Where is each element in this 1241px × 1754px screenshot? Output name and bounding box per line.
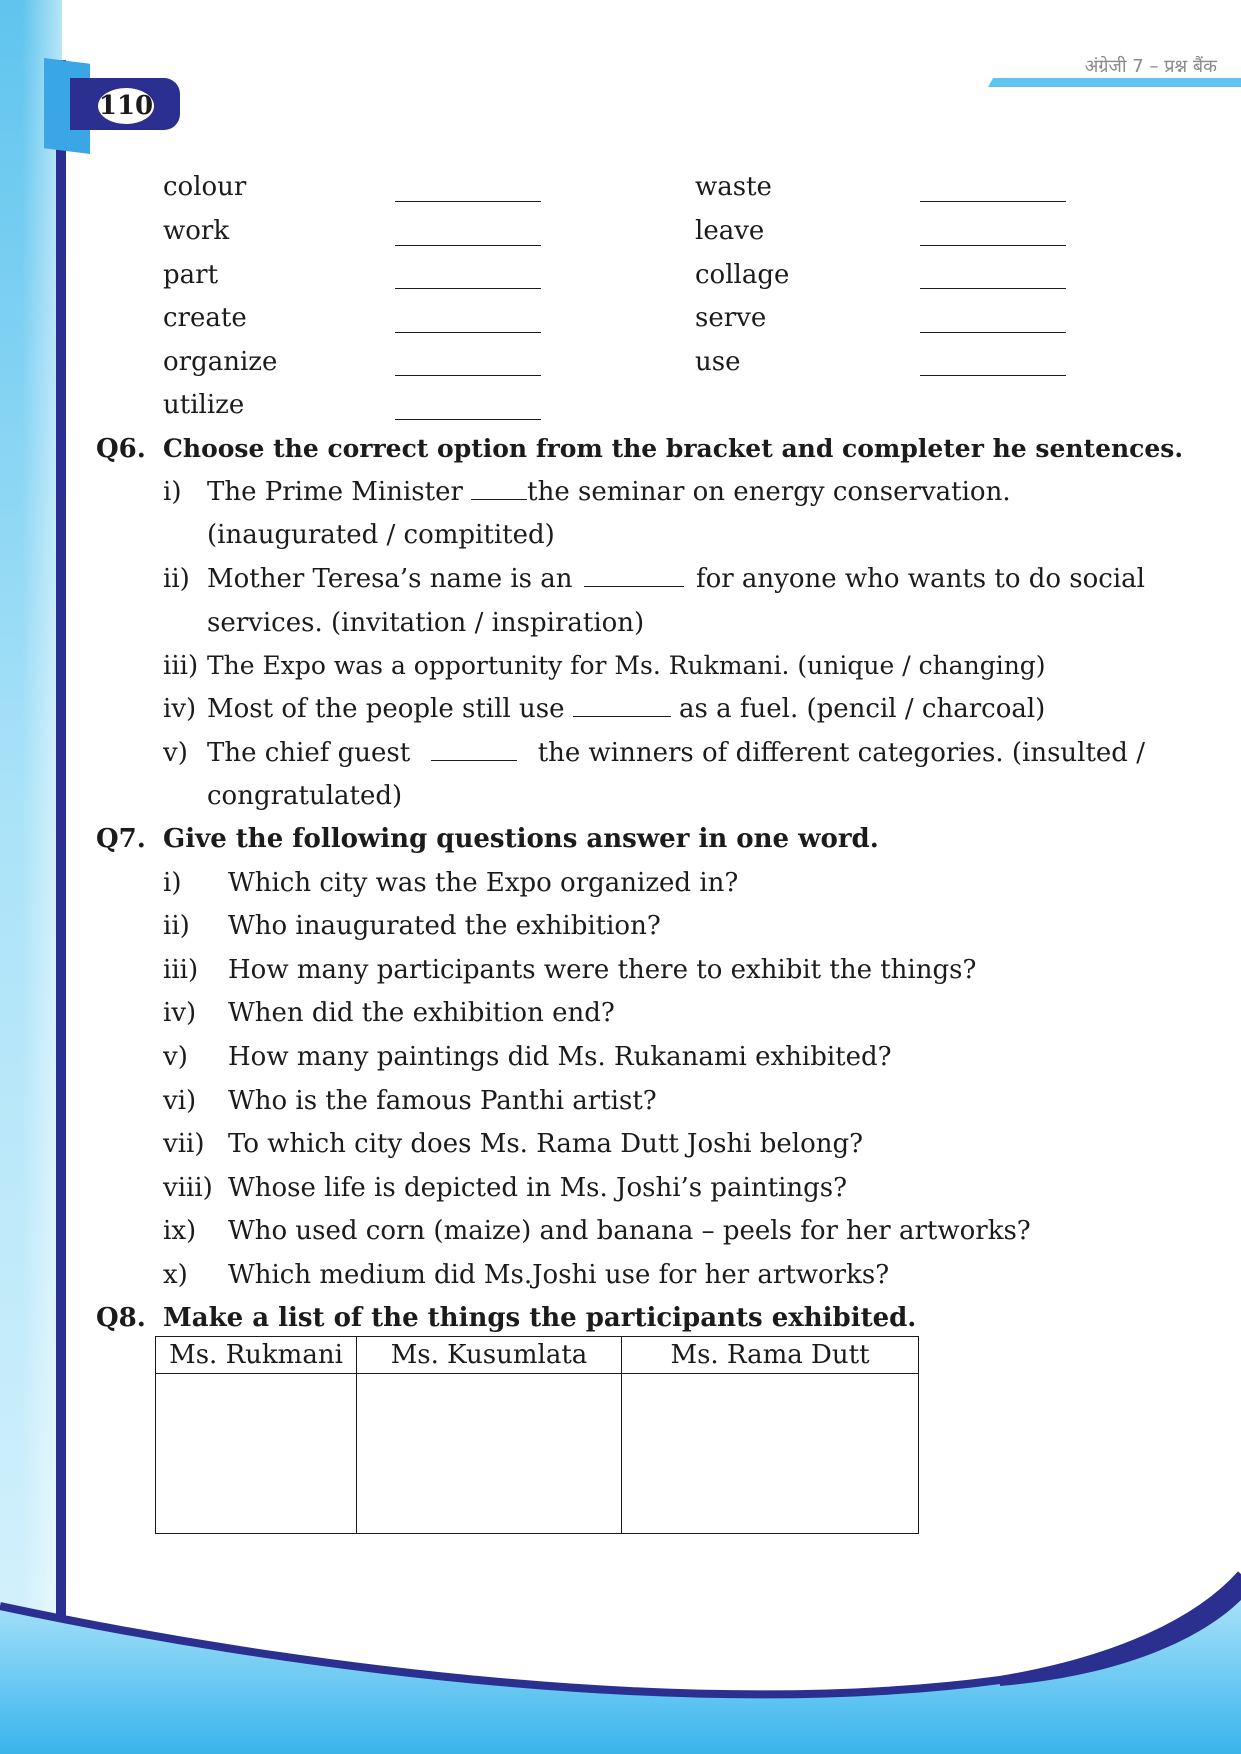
answer-cell[interactable] (622, 1374, 919, 1534)
q6-item-text: the winners of different categories. (insulted / (537, 738, 1145, 768)
q6-item-options: services. (invitation / inspiration) (207, 608, 645, 638)
q6-item-number: v) (163, 738, 188, 768)
q7-number: Q7. (96, 824, 146, 854)
answer-blank[interactable] (920, 245, 1066, 246)
q7-question: How many participants were there to exhibit the things? (228, 955, 977, 985)
table-row (156, 1374, 919, 1534)
q7-question: When did the exhibition end? (228, 998, 615, 1028)
fill-blank[interactable] (584, 564, 684, 587)
q7-question: To which city does Ms. Rama Dutt Joshi belong? (228, 1129, 864, 1159)
word-utilize: utilize (163, 390, 245, 420)
answer-blank[interactable] (920, 201, 1066, 202)
q7-question: Who used corn (maize) and banana – peels for her artworks? (228, 1216, 1031, 1246)
q6-prompt: Choose the correct option from the bracket and completer he sentences. (163, 434, 1184, 463)
q6-item-number: iii) (163, 651, 199, 681)
q6-item-2 (207, 564, 1145, 594)
q6-item-text: for anyone who wants to do social (695, 564, 1145, 594)
q6-item-4 (207, 694, 1045, 724)
q6-item-text: The Prime Minister (207, 477, 463, 507)
q6-item-options: (inaugurated / compitited) (207, 520, 555, 550)
word-use: use (695, 347, 741, 377)
q7-item-number: x) (163, 1260, 188, 1290)
q7-item-number: ix) (163, 1216, 197, 1246)
page-number: 110 (98, 88, 154, 124)
header-rule (988, 78, 1241, 87)
answer-blank[interactable] (395, 245, 541, 246)
header-title: अंग्रेजी 7 – प्रश्न बैंक (1084, 56, 1217, 77)
word-waste: waste (695, 172, 772, 202)
q8-number: Q8. (96, 1303, 146, 1333)
column-header: Ms. Rukmani (156, 1337, 357, 1374)
q6-item-text: the seminar on energy conservation. (527, 477, 1011, 507)
q7-prompt: Give the following questions answer in one word. (163, 824, 879, 854)
q6-item-3: The Expo was a opportunity for Ms. Rukmani. (unique / changing) (207, 651, 1046, 680)
q7-item-number: vii) (163, 1129, 205, 1159)
q7-question: Which medium did Ms.Joshi use for her artworks? (228, 1260, 890, 1290)
bottom-wave (0, 1560, 1241, 1754)
q7-question: How many paintings did Ms. Rukanami exhibited? (228, 1042, 892, 1072)
q7-question: Which city was the Expo organized in? (228, 868, 739, 898)
word-create: create (163, 303, 247, 333)
q6-item-text: Most of the people still use (207, 694, 565, 724)
q7-question: Who inaugurated the exhibition? (228, 911, 661, 941)
q6-item-1 (207, 477, 1011, 507)
answer-cell[interactable] (156, 1374, 357, 1534)
q6-item-number: iv) (163, 694, 197, 724)
q7-question: Whose life is depicted in Ms. Joshi’s paintings? (228, 1173, 848, 1203)
q6-item-text: as a fuel. (pencil / charcoal) (679, 694, 1046, 724)
answer-blank[interactable] (395, 419, 541, 420)
participants-table (155, 1336, 919, 1534)
q7-question: Who is the famous Panthi artist? (228, 1086, 657, 1116)
q6-number: Q6. (96, 434, 146, 464)
word-work: work (163, 216, 230, 246)
fill-blank[interactable] (573, 694, 671, 717)
answer-cell[interactable] (357, 1374, 622, 1534)
word-part: part (163, 260, 219, 290)
answer-blank[interactable] (395, 375, 541, 376)
fill-blank[interactable] (471, 477, 527, 500)
word-serve: serve (695, 303, 767, 333)
q7-item-number: i) (163, 868, 182, 898)
fill-blank[interactable] (431, 738, 517, 761)
q6-item-options: congratulated) (207, 781, 403, 811)
table-header-row (156, 1337, 919, 1374)
q7-item-number: viii) (163, 1173, 213, 1203)
answer-blank[interactable] (395, 332, 541, 333)
word-colour: colour (163, 172, 247, 202)
column-header: Ms. Rama Dutt (622, 1337, 919, 1374)
q6-item-number: i) (163, 477, 182, 507)
q6-item-text: Mother Teresa’s name is an (207, 564, 573, 594)
answer-blank[interactable] (920, 332, 1066, 333)
q7-item-number: v) (163, 1042, 188, 1072)
q7-item-number: vi) (163, 1086, 197, 1116)
q8-prompt: Make a list of the things the participants exhibited. (163, 1303, 917, 1333)
flag-pole (56, 60, 66, 1620)
word-collage: collage (695, 260, 790, 290)
q6-item-number: ii) (163, 564, 190, 594)
column-header: Ms. Kusumlata (357, 1337, 622, 1374)
q6-item-text: The chief guest (207, 738, 411, 768)
answer-blank[interactable] (395, 288, 541, 289)
answer-blank[interactable] (920, 375, 1066, 376)
q7-item-number: iii) (163, 955, 199, 985)
word-organize: organize (163, 347, 278, 377)
q7-item-number: ii) (163, 911, 190, 941)
answer-blank[interactable] (920, 288, 1066, 289)
word-leave: leave (695, 216, 765, 246)
q7-item-number: iv) (163, 998, 197, 1028)
answer-blank[interactable] (395, 201, 541, 202)
q6-item-5 (207, 738, 1145, 768)
